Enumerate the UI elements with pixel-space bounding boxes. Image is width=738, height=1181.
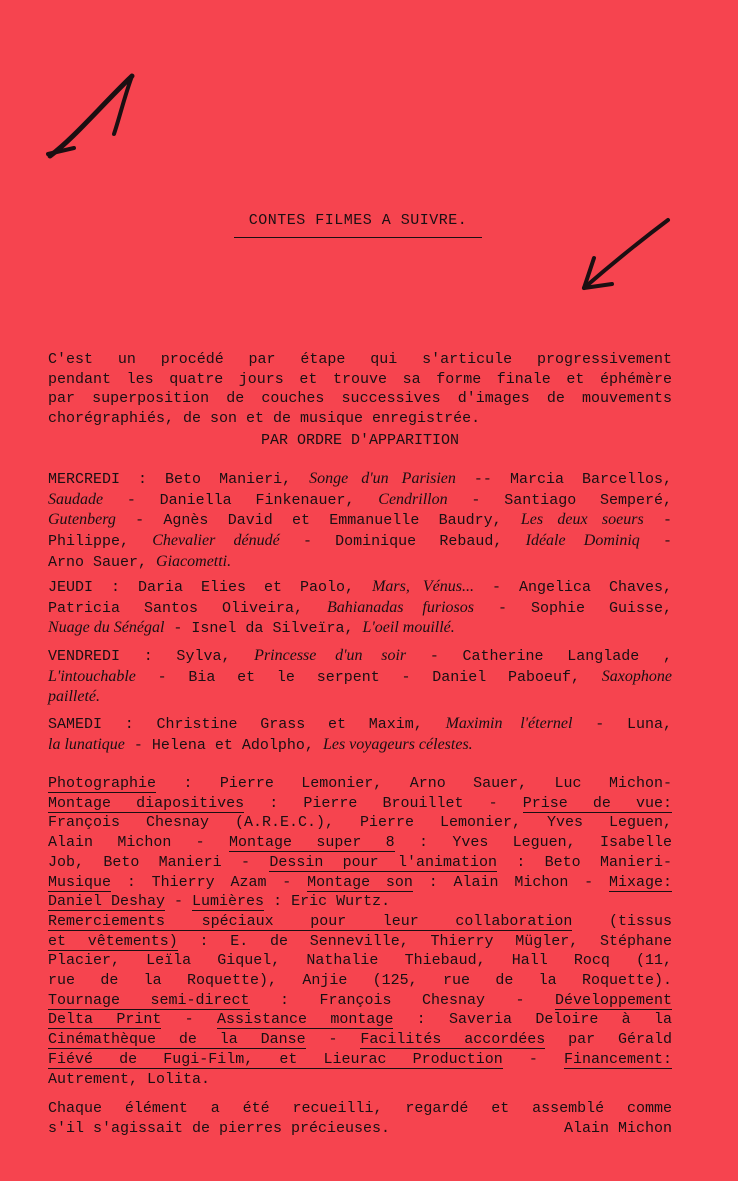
text: François Chesnay (A.R.E.C.), Pierre Lemonier, Yves Leguen, [48,814,672,832]
text: Patricia Santos Oliveira, [48,599,327,617]
text: Arno Sauer, [48,553,157,571]
text: et vêtements) [48,932,178,950]
text: - [165,893,193,911]
closing-line: Chaque élément a été recueilli, regardé et assemblé comme [48,1100,672,1117]
title-italic: L'oeil mouillé. [362,619,455,637]
title-italic: Maximin l'éternel [445,715,573,732]
text: Job, Beto Manieri - [48,853,270,871]
text: : Saveria Deloire à la [393,1011,672,1029]
text: : E. de Senneville, Thierry Mügler, Stéphane [177,932,672,950]
title-italic: L'intouchable [48,667,136,685]
text: - [643,512,672,530]
text: : Yves Leguen, Isabelle [394,834,672,852]
day-samedi [48,714,672,755]
text: Placier, Leïla Giquel, Nathalie Thiebaud, Hall Rocq (11, [48,952,672,970]
closing-paragraph [48,1099,672,1138]
intro-line: chorégraphiés, de son et de musique enregistrée. [48,410,481,428]
text: (tissus [572,912,672,930]
text: - Sophie Guisse, [474,599,673,617]
credit-role: Montage diapositives [48,794,245,812]
signature: Alain Michon [563,1119,672,1137]
intro-line: pendant les quatre jours et trouve sa forme finale et éphémère [48,370,672,388]
text: : Thierry Azam - [111,873,308,891]
title-italic: Saudade [48,490,104,508]
text: : François Chesnay - [249,991,555,1009]
title-italic: Les deux soeurs [520,511,644,529]
credit-role: Tournage semi-direct [48,991,250,1009]
text: Alain Michon - [48,834,229,852]
text: : Pierre Lemonier, Arno Sauer, Luc Michon- [156,775,672,792]
intro-line: par superposition de couches successives d'images de mouvements [48,390,672,408]
title-italic: Cendrillon [378,490,448,508]
intro-line: C'est un procédé par étape qui s'articule progressivement [48,351,672,368]
text: Delta Print [48,1011,162,1029]
credit-role: Musique [48,873,112,891]
credit-role: Assistance montage [217,1011,394,1029]
credits-section [48,774,672,1089]
document-title: CONTES FILMES A SUIVRE. [234,212,482,238]
title-italic: la lunatique [48,735,125,753]
closing-line: s'il s'agissait de pierres précieuses. [48,1119,391,1137]
text: Daniel Deshay [48,893,166,911]
handwritten-arrow-mark [574,212,674,298]
text: : Alain Michon - [412,873,609,891]
credit-role: Montage son [307,873,413,891]
credit-role: Photographie [48,775,157,792]
text: rue de la Roquette), Anjie (125, rue de la Roquette). [48,972,672,990]
credit-role: Dessin pour l'animation [269,853,498,871]
text: - [502,1050,564,1068]
credit-role: Développement [554,991,672,1009]
title-italic: Gutenberg [48,511,116,529]
day-jeudi [48,577,672,639]
credit-role: Montage super 8 [229,834,395,852]
text: Cinémathèque de la Danse [48,1031,306,1049]
title-italic: Giacometti. [156,552,232,570]
text: - [639,533,673,551]
text: : Beto Manieri- [497,853,673,871]
title-italic: Princesse d'un soir [254,647,407,664]
text: - Daniella Finkenauer, [103,491,379,509]
credit-role: Lumières [192,893,265,911]
text: : Eric Wurtz. [264,893,391,911]
title-italic: Bahianadas furiosos [327,598,475,616]
text: SAMEDI : Christine Grass et Maxim, [48,716,446,733]
text: - [305,1031,361,1049]
credit-role: Financement: [563,1050,672,1068]
title-italic: pailleté. [48,688,100,706]
handwritten-number-mark [44,68,140,164]
text: - Agnès David et Emmanuelle Baudry, [115,512,521,530]
text: MERCREDI : Beto Manieri, [48,471,310,488]
title-italic: Chevalier dénudé [152,532,280,550]
text: Autrement, Lolita. [48,1070,211,1088]
text: - Luna, [572,716,672,733]
text: - Isnel da Silveïra, [164,620,363,638]
title-italic: Idéale Dominiq [525,532,640,550]
text: - Santiago Semperé, [447,491,672,509]
text: - Catherine Langlade , [406,648,672,665]
text: - Helena et Adolpho, [124,736,323,754]
subheading: PAR ORDRE D'APPARITION [260,431,460,449]
text: Philippe, [48,533,153,551]
credit-role: Facilités accordées [360,1031,546,1049]
title-italic: Mars, Vénus... [372,578,474,595]
intro-paragraph [48,350,672,451]
day-mercredi [48,469,672,573]
text: par Gérald [545,1031,672,1049]
credit-role: Remerciements spéciaux pour leur collaboration [48,912,573,930]
title-italic: Songe d'un Parisien [309,470,456,487]
day-vendredi [48,646,672,708]
credit-role: Mixage: [608,873,672,891]
text: - Dominique Rebaud, [279,533,526,551]
text: : Pierre Brouillet - [244,794,523,812]
text: VENDREDI : Sylva, [48,648,255,665]
text: Fiévé de Fugi-Film, et Lieurac Production [48,1050,503,1068]
text: - Bia et le serpent - Daniel Paboeuf, [135,668,602,686]
text: - Angelica Chaves, [473,579,673,596]
credit-role: Prise de vue: [522,794,672,812]
title-italic: Les voyageurs célestes. [322,735,473,753]
text: JEUDI : Daria Elies et Paolo, [48,579,373,596]
text: -- Marcia Barcellos, [455,471,672,488]
title-italic: Nuage du Sénégal [48,619,165,637]
title-italic: Saxophone [601,667,672,685]
text: - [161,1011,217,1029]
